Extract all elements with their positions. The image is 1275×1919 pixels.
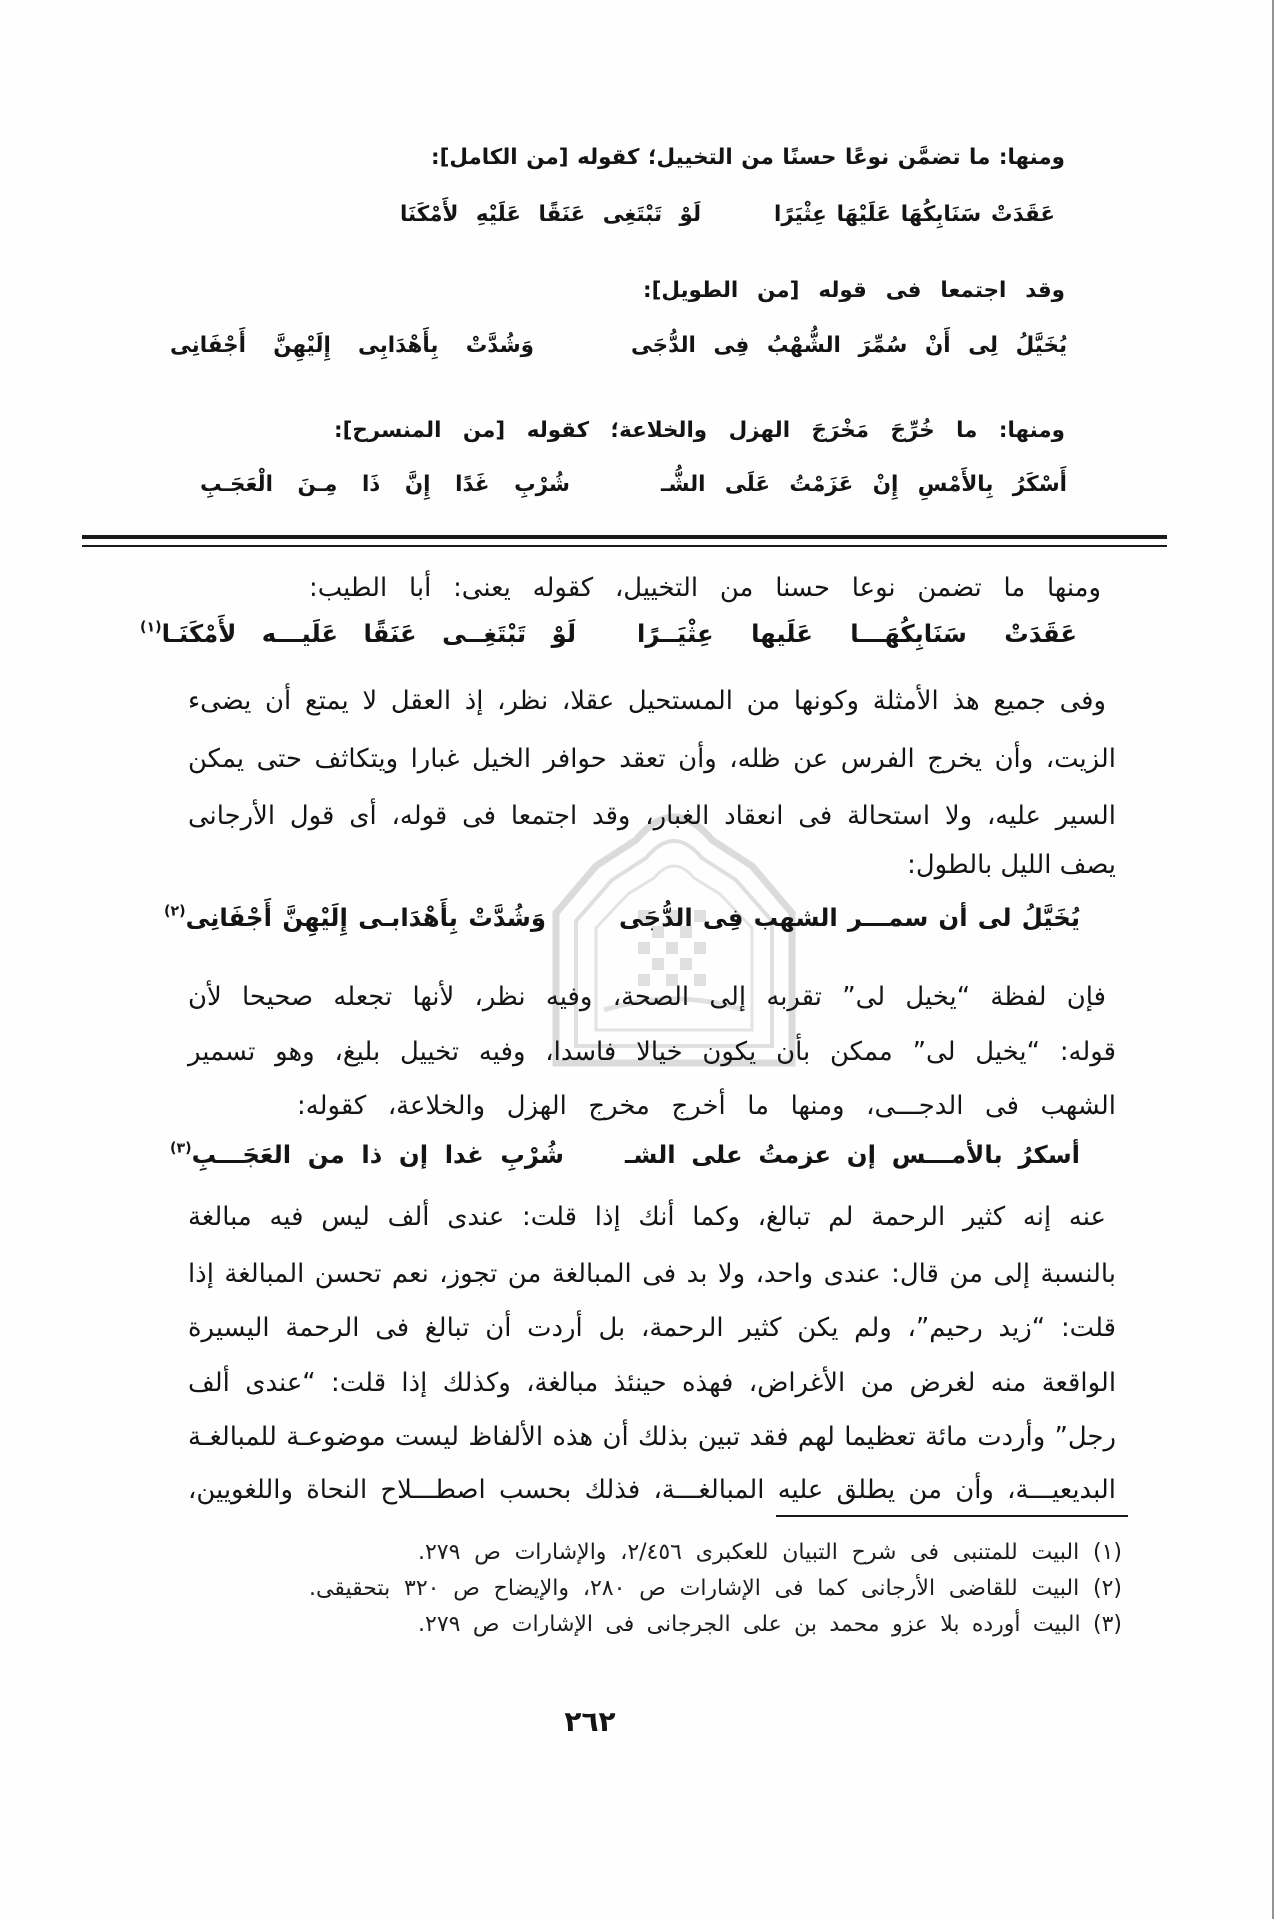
scan-edge-line <box>1272 0 1274 1919</box>
paragraph-line: رجل” وأردت مائة تعظيما لهم فقد تبين بذلك أن هذه الألفاظ ليست موضوعـة للمبالغـة <box>188 1422 1116 1452</box>
matn-verse-3-first-hemistich: أَسْكَرُ بِالأَمْسِ إِنْ عَزَمْتُ عَلَى الشُّـ <box>661 472 1067 497</box>
commentary-intro-line: ومنها ما تضمن نوعا حسنا من التخييل، كقوله يعنى: أبا الطيب: <box>309 573 1101 603</box>
paragraph-line: عنه إنه كثير الرحمة لم تبالغ، وكما أنك إذا قلت: عندى ألف ليس فيه مبالغة <box>188 1202 1106 1232</box>
paragraph-line: الزيت، وأن يخرج الفرس عن ظله، وأن تعقد حوافر الخيل غبارا ويتكاثف حتى يمكن <box>188 744 1116 774</box>
footnote: (٢) البيت للقاضى الأرجانى كما فى الإشارات ص ٢٨٠، والإيضاح ص ٣٢٠ بتحقيقى. <box>309 1576 1122 1601</box>
paragraph-line: بالنسبة إلى من قال: عندى واحد، ولا بد فى المبالغة من تجوز، نعم تحسن المبالغة إذا <box>188 1259 1116 1289</box>
footnote-reference: (٣) <box>170 1140 192 1157</box>
matn-verse-2-second-hemistich: وَشُدَّتْ بِأَهْدَابِى إِلَيْهِنَّ أَجْفَانِى <box>170 333 534 358</box>
matn-intro-line: وقد اجتمعا فى قوله [من الطويل]: <box>643 278 1065 303</box>
commentary-verse-2-first-hemistich: يُخَيَّلُ لى أن سمـــر الشهب فِى الدُّجَى <box>619 903 1080 932</box>
paragraph-line: فإن لفظة “يخيل لى” تقربه إلى الصحة، وفيه نظر، لأنها تجعله صحيحا لأن <box>188 982 1106 1012</box>
commentary-verse-1-second-hemistich <box>140 610 576 658</box>
section-divider-thin <box>82 545 1167 547</box>
paragraph-line: قوله: “يخيل لى” ممكن بأن يكون خيالا فاسدا، وفيه تخييل بليغ، وهو تسمير <box>188 1037 1116 1067</box>
paragraph-line: قلت: “زيد رحيم”، ولم يكن كثير الرحمة، بل أردت أن تبالغ فى الرحمة اليسيرة <box>188 1313 1116 1343</box>
paragraph-line: السير عليه، ولا استحالة فى انعقاد الغبار، وقد اجتمعا فى قوله، أى قول الأرجانى <box>188 801 1116 831</box>
matn-verse-1-first-hemistich: عَقَدَتْ سَنَابِكُهَا عَلَيْهَا عِثْيَرًا <box>774 202 1055 227</box>
paragraph-line: وفى جميع هذ الأمثلة وكونها من المستحيل عقلا، نظر، إذ العقل لا يمتع أن يضىء <box>188 686 1106 716</box>
footnote-reference: (٢) <box>164 903 186 920</box>
commentary-verse-1-first-hemistich: عَقَدَتْ سَنَابِكُهَـــا عَلَيها عِثْيَــرًا <box>637 619 1077 648</box>
matn-verse-1-second-hemistich: لَوْ تَبْتَغِى عَنَقًا عَلَيْهِ لأَمْكَنَا <box>400 202 701 227</box>
matn-verse-3-second-hemistich: شُرْبِ غَدًا إِنَّ ذَا مِـنَ الْعَجَـبِ <box>200 472 570 497</box>
section-divider-thick <box>82 535 1167 539</box>
footnote-separator <box>776 1515 1128 1517</box>
footnote: (١) البيت للمتنبى فى شرح التبيان للعكبرى ٢/٤٥٦، والإشارات ص ٢٧٩. <box>417 1540 1122 1565</box>
page-number: ٢٦٢ <box>564 1705 616 1738</box>
paragraph-line: الشهب فى الدجـــى، ومنها ما أخرج مخرج الهزل والخلاعة، كقوله: <box>297 1091 1116 1121</box>
footnote: (٣) البيت أورده بلا عزو محمد بن على الجرجانى فى الإشارات ص ٢٧٩. <box>418 1612 1122 1637</box>
matn-intro-line: ومنها: ما تضمَّن نوعًا حسنًا من التخييل؛ كقوله [من الكامل]: <box>431 145 1065 170</box>
matn-intro-line: ومنها: ما خُرِّجَ مَخْرَجَ الهزل والخلاعة؛ كقوله [من المنسرح]: <box>334 418 1065 443</box>
paragraph-line: يصف الليل بالطول: <box>907 850 1116 880</box>
commentary-verse-3-second-hemistich <box>170 1131 564 1179</box>
paragraph-line: البديعيـــة، وأن من يطلق عليه المبالغـــة، فذلك بحسب اصطـــلاح النحاة واللغويين، <box>188 1475 1116 1505</box>
hemistich-text: لَوْ تَبْتَغِــى عَنَقًا عَلَيـــه لأَمْكَنَـا <box>161 619 576 648</box>
matn-verse-2-first-hemistich: يُخَيَّلُ لِى أَنْ سُمِّرَ الشُّهْبُ فِى الدُّجَى <box>631 333 1067 358</box>
commentary-verse-3-first-hemistich: أسكرُ بالأمـــس إن عزمتُ على الشـ <box>625 1140 1080 1169</box>
hemistich-text: وَشُدَّتْ بِأَهْدَابـى إِلَيْهِنَّ أَجْفَانِى <box>185 903 546 932</box>
paragraph-line: الواقعة منه لغرض من الأغراض، فهذه حينئذ مبالغة، وكذلك إذا قلت: “عندى ألف <box>188 1368 1116 1398</box>
commentary-verse-2-second-hemistich <box>164 894 546 942</box>
hemistich-text: شُرْبِ غدا إن ذا من العَجَـــبِ <box>191 1140 564 1169</box>
footnote-reference: (١) <box>140 619 162 636</box>
